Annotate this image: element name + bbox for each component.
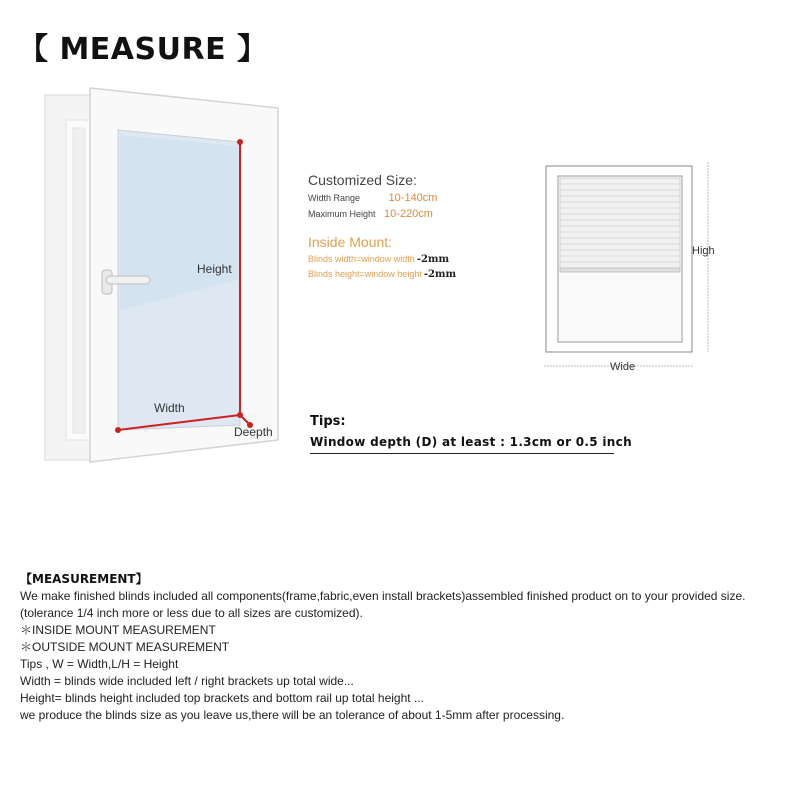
width-range-label: Width Range [308,193,361,203]
measurement-heading: 【MEASUREMENT】 [20,572,148,586]
measurement-line: We make finished blinds included all components(frame,fabric,even install brackets)assembled finished product on to your provided size.(tolerance 1/4 inch more or less due to all sizes are customized). [20,589,746,620]
inside-height-text: Blinds height=window height [308,269,422,279]
page-title: 【 MEASURE 】 [18,32,268,67]
max-height-value: 10-220cm [384,208,433,220]
customized-size-title: Customized Size: [308,172,417,188]
window-diagram [40,80,290,475]
tips-underline [310,453,614,454]
measurement-line: Width = blinds wide included left / right brackets up total wide... [20,674,354,688]
inside-width-suffix: -2mm [416,254,450,265]
inside-width-text: Blinds width=window width [308,254,415,264]
window-illustration [40,80,290,475]
blind-illustration [536,162,732,382]
inside-mount-title: Inside Mount: [308,234,393,250]
inside-height-suffix: -2mm [423,269,457,280]
depth-label: Deepth [234,425,273,439]
spec-row [308,208,456,220]
measurement-section [20,571,780,724]
height-label: Height [197,262,232,276]
width-label: Width [154,401,185,415]
tips-block [310,414,632,449]
size-specs [308,172,456,280]
high-label: High [692,245,715,257]
tips-text: Window depth (D) at least : 1.3cm or 0.5 inch [310,435,632,449]
inside-mount-row [308,254,456,265]
blind-diagram [536,162,732,382]
measurement-line: Tips , W = Width,L/H = Height [20,657,179,671]
measurement-line: ＊INSIDE MOUNT MEASUREMENT [20,623,216,637]
max-height-label: Maximum Height [308,209,376,219]
wide-label: Wide [610,361,636,373]
spec-row [308,192,456,204]
inside-mount-row [308,269,456,280]
measurement-line: we produce the blinds size as you leave us,there will be an tolerance of about 1-5mm after processing. [20,708,565,722]
tips-label: Tips: [310,414,346,429]
width-range-value: 10-140cm [388,192,438,204]
measurement-line: Height= blinds height included top brackets and bottom rail up total height ... [20,691,424,705]
measurement-line: ＊OUTSIDE MOUNT MEASUREMENT [20,640,230,654]
